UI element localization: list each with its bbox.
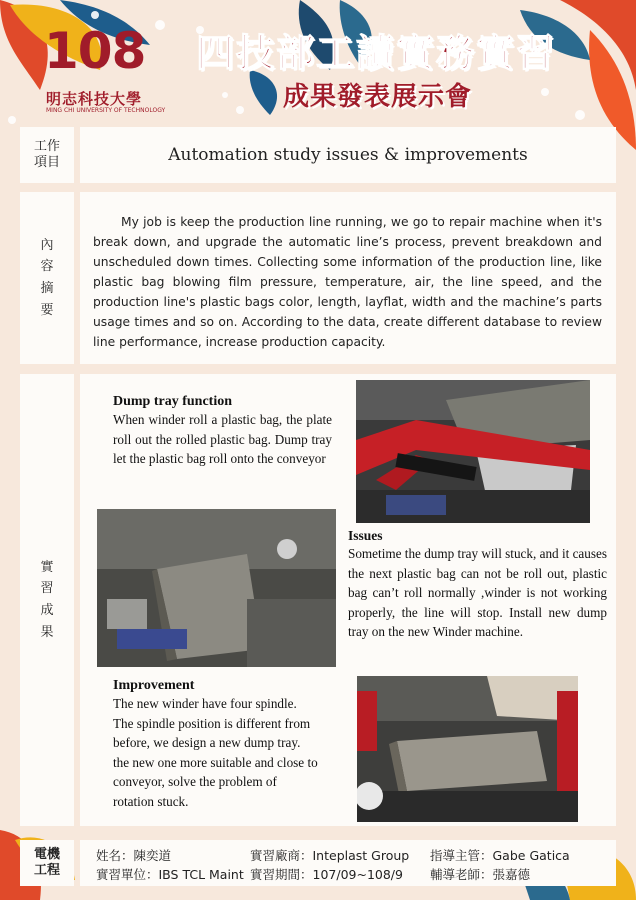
improvement-heading: Improvement bbox=[113, 678, 195, 693]
summary-label-char: 容 bbox=[40, 259, 54, 275]
intern-period: 實習期間：107/09~108/9 bbox=[250, 867, 403, 882]
dump-tray-heading: Dump tray function bbox=[113, 394, 233, 409]
summary-label-char: 要 bbox=[40, 302, 54, 318]
improvement-line: The spindle position is different from bbox=[113, 715, 311, 731]
work-item-value-cell bbox=[80, 127, 616, 183]
issues-text: Sometime the dump tray will stuck, and it causes the next plastic bag can not be roll out, plastic bag can’t roll normally ,winder is not working properly, the line will stop. Install new dump tray on the new Winder machine. bbox=[348, 546, 607, 640]
school-name-en: MING CHI UNIVERSITY OF TECHNOLOGY bbox=[46, 107, 166, 114]
intern-unit: 實習單位：IBS TCL Maint bbox=[96, 867, 244, 882]
page-subtitle: 成果發表展示會 bbox=[283, 82, 473, 112]
issues-section bbox=[348, 528, 607, 642]
dump-tray-text: When winder roll a plastic bag, the plate roll out the rolled plastic bag. Dump tray let the plastic bag roll onto the conveyor bbox=[113, 412, 332, 467]
results-label-char: 實 bbox=[40, 559, 54, 575]
year-badge: 108 bbox=[44, 22, 146, 80]
department-label-line: 電機 bbox=[33, 847, 60, 863]
summary-paragraph: My job is keep the production line running, we go to repair machine when it's break down, and upgrade the automatic line’s process, prevent breakdown and unscheduled down times. Collecting some information of the production line, like plastic bag blowing film pressure, temperature, air, the line speed, and the production line's plastic bags color, length, layflat, width and the machine’s parts usage times and so on. According to the data, create different database to review line performance, increase production capacity. bbox=[93, 215, 602, 349]
summary-content-cell bbox=[80, 192, 616, 364]
improvement-section bbox=[113, 678, 353, 811]
student-name: 姓名：陳奕道 bbox=[96, 848, 172, 863]
work-item-label-line: 項目 bbox=[33, 155, 60, 170]
summary-label-char: 內 bbox=[40, 237, 54, 253]
results-label-char: 成 bbox=[40, 603, 54, 618]
new-dump-tray-photo bbox=[357, 676, 578, 822]
improvement-line: The new winder have four spindle. bbox=[113, 696, 297, 711]
footer-label-cell bbox=[20, 840, 74, 886]
winder-machine-image bbox=[356, 380, 590, 523]
issues-heading: Issues bbox=[348, 528, 383, 543]
results-label-cell bbox=[20, 374, 74, 826]
work-item-label-line: 工作 bbox=[33, 139, 60, 155]
work-item-title: Automation study issues & improvements bbox=[168, 145, 528, 165]
supervisor: 指導主管：Gabe Gatica bbox=[430, 848, 570, 863]
improvement-line: conveyor, solve the problem of bbox=[113, 774, 277, 789]
department-label-line: 工程 bbox=[33, 863, 60, 878]
results-content-cell bbox=[80, 374, 616, 826]
new-dump-tray-image bbox=[357, 676, 578, 822]
winder-machine-photo bbox=[356, 380, 590, 523]
header bbox=[0, 0, 636, 125]
improvement-line: rotation stuck. bbox=[113, 793, 189, 809]
dump-tray-photo bbox=[97, 509, 336, 667]
dump-tray-image bbox=[97, 509, 336, 667]
advisor: 輔導老師：張嘉德 bbox=[430, 867, 531, 882]
footer-info-cell bbox=[80, 840, 616, 886]
results-label-char: 果 bbox=[40, 624, 54, 640]
results-label-char: 習 bbox=[40, 581, 54, 597]
school-name-zh: 明志科技大學 bbox=[46, 90, 143, 108]
improvement-line: the new one more suitable and close to bbox=[113, 754, 318, 770]
improvement-line: before, we design a new dump tray. bbox=[113, 735, 301, 750]
page-title: 四技部工讀實務實習 bbox=[196, 31, 557, 75]
summary-label-char: 摘 bbox=[40, 281, 54, 296]
intern-company: 實習廠商：Inteplast Group bbox=[250, 848, 410, 863]
work-item-label-cell bbox=[20, 127, 74, 183]
summary-label-cell bbox=[20, 192, 74, 364]
dump-tray-section bbox=[113, 394, 332, 469]
